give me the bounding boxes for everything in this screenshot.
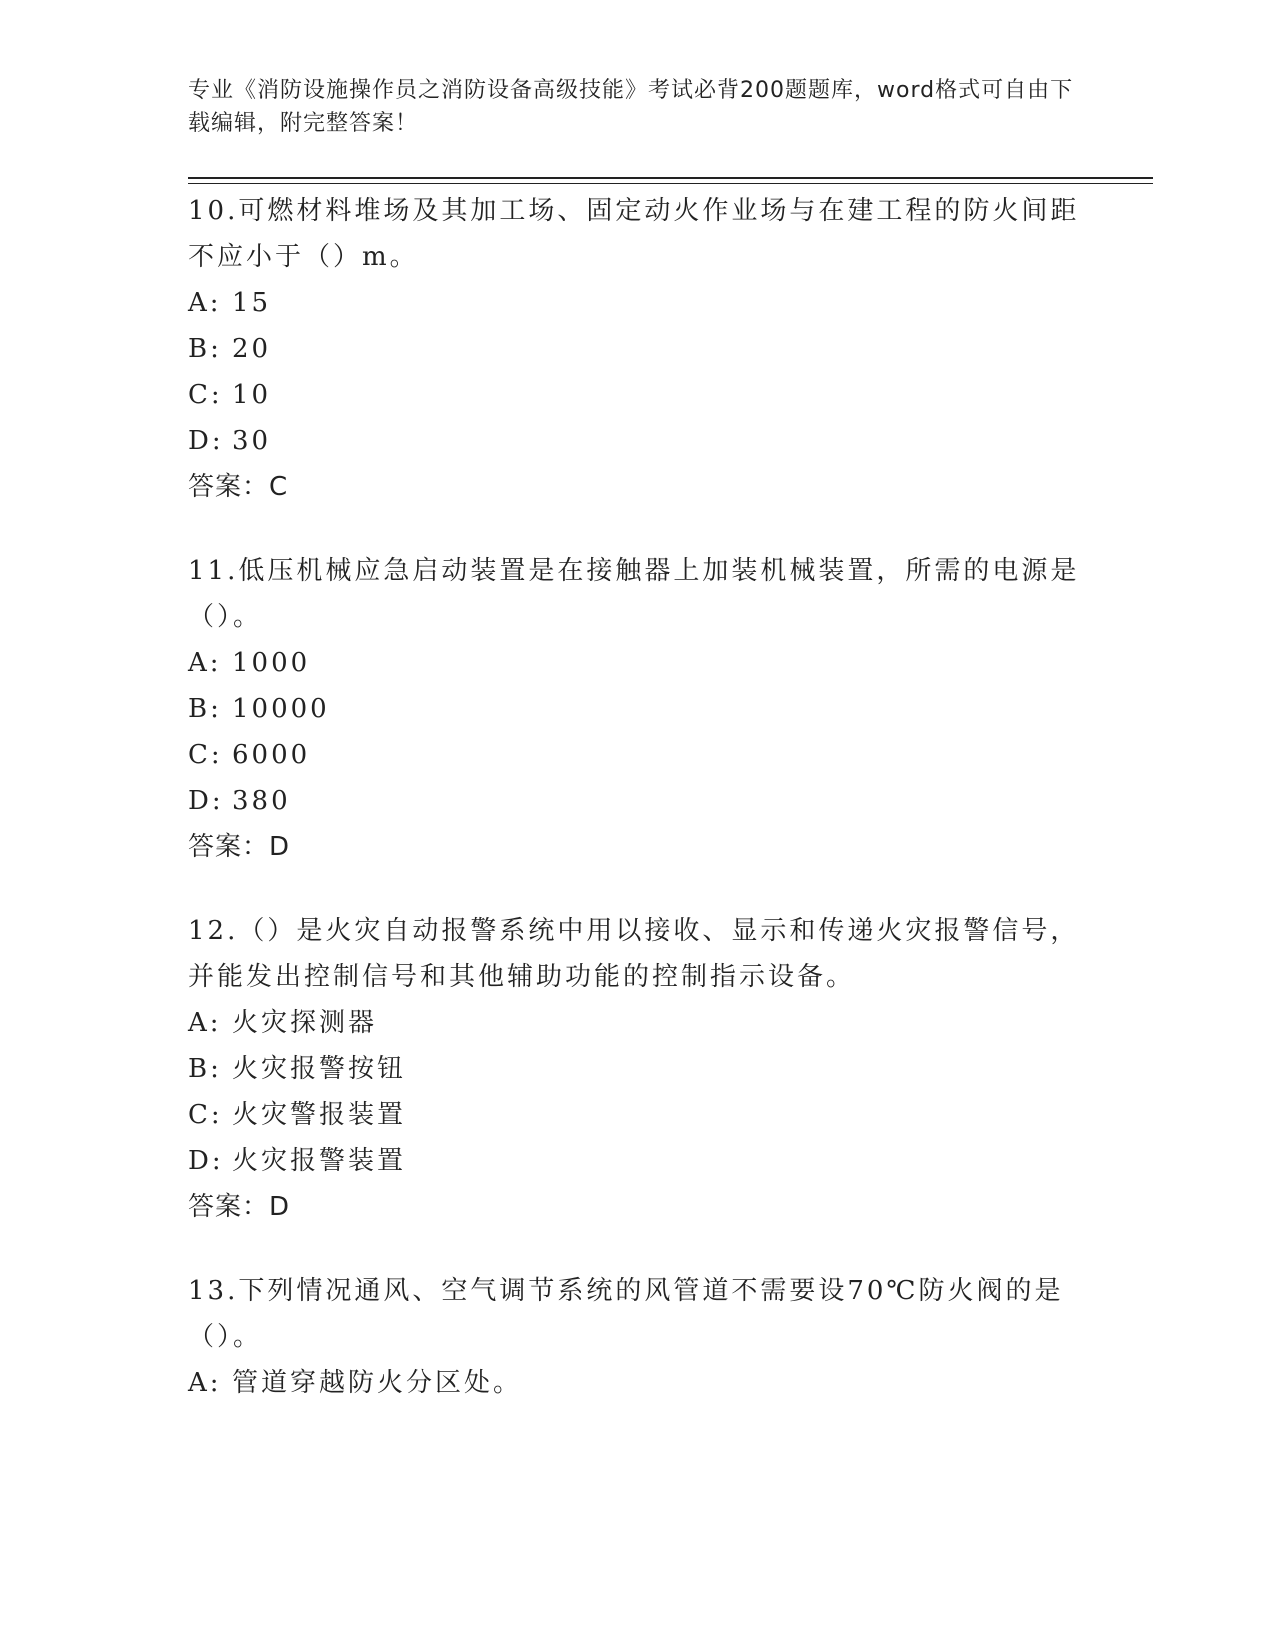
option-a — [188, 1360, 1088, 1406]
option-text: 管道穿越防火分区处。 — [232, 1368, 523, 1398]
option-a — [188, 1000, 1088, 1046]
option-text: 火灾警报装置 — [232, 1100, 407, 1130]
question-stem: 12.（）是火灾自动报警系统中用以接收、显示和传递火灾报警信号，并能发出控制信号和其他辅助功能的控制指示设备。 — [188, 916, 1080, 992]
option-letter: A: — [188, 1368, 222, 1398]
option-letter: A: — [188, 648, 222, 678]
option-text: 10000 — [232, 694, 330, 724]
option-text: 30 — [232, 426, 272, 456]
option-text: 20 — [232, 334, 272, 364]
option-letter: B: — [188, 334, 222, 364]
question-list — [188, 188, 1088, 1444]
option-text: 6000 — [232, 740, 311, 770]
option-letter: B: — [188, 694, 222, 724]
answer-line: 答案：C — [188, 472, 289, 502]
option-letter: B: — [188, 1054, 222, 1084]
option-a — [188, 280, 1088, 326]
question-stem: 11.低压机械应急启动装置是在接触器上加装机械装置，所需的电源是（）。 — [188, 556, 1080, 632]
option-text: 380 — [232, 786, 291, 816]
question-12 — [188, 908, 1088, 1230]
option-letter: D: — [188, 1146, 224, 1176]
option-text: 火灾报警装置 — [232, 1146, 407, 1176]
option-letter: C: — [188, 740, 223, 770]
option-b — [188, 326, 1088, 372]
question-13 — [188, 1268, 1088, 1406]
answer-line: 答案：D — [188, 1192, 291, 1222]
option-text: 火灾报警按钮 — [232, 1054, 407, 1084]
option-text: 10 — [232, 380, 272, 410]
option-c — [188, 1092, 1088, 1138]
question-stem: 13.下列情况通风、空气调节系统的风管道不需要设70℃防火阀的是（）。 — [188, 1276, 1064, 1352]
option-b — [188, 1046, 1088, 1092]
question-stem: 10.可燃材料堆场及其加工场、固定动火作业场与在建工程的防火间距不应小于（）m。 — [188, 196, 1080, 272]
option-letter: A: — [188, 1008, 222, 1038]
question-11 — [188, 548, 1088, 870]
option-c — [188, 372, 1088, 418]
option-letter: D: — [188, 786, 224, 816]
question-10 — [188, 188, 1088, 510]
option-d — [188, 1138, 1088, 1184]
option-d — [188, 418, 1088, 464]
header-rule-thin — [188, 183, 1153, 184]
option-text: 火灾探测器 — [232, 1008, 378, 1038]
answer-line: 答案：D — [188, 832, 291, 862]
option-letter: C: — [188, 1100, 223, 1130]
option-a — [188, 640, 1088, 686]
header-rule-thick — [188, 177, 1153, 179]
option-d — [188, 778, 1088, 824]
option-letter: C: — [188, 380, 223, 410]
document-header: 专业《消防设施操作员之消防设备高级技能》考试必背200题题库，word格式可自由下载编辑，附完整答案！ — [188, 78, 1074, 136]
option-b — [188, 686, 1088, 732]
option-letter: A: — [188, 288, 222, 318]
option-c — [188, 732, 1088, 778]
option-text: 1000 — [232, 648, 311, 678]
option-text: 15 — [232, 288, 272, 318]
option-letter: D: — [188, 426, 224, 456]
